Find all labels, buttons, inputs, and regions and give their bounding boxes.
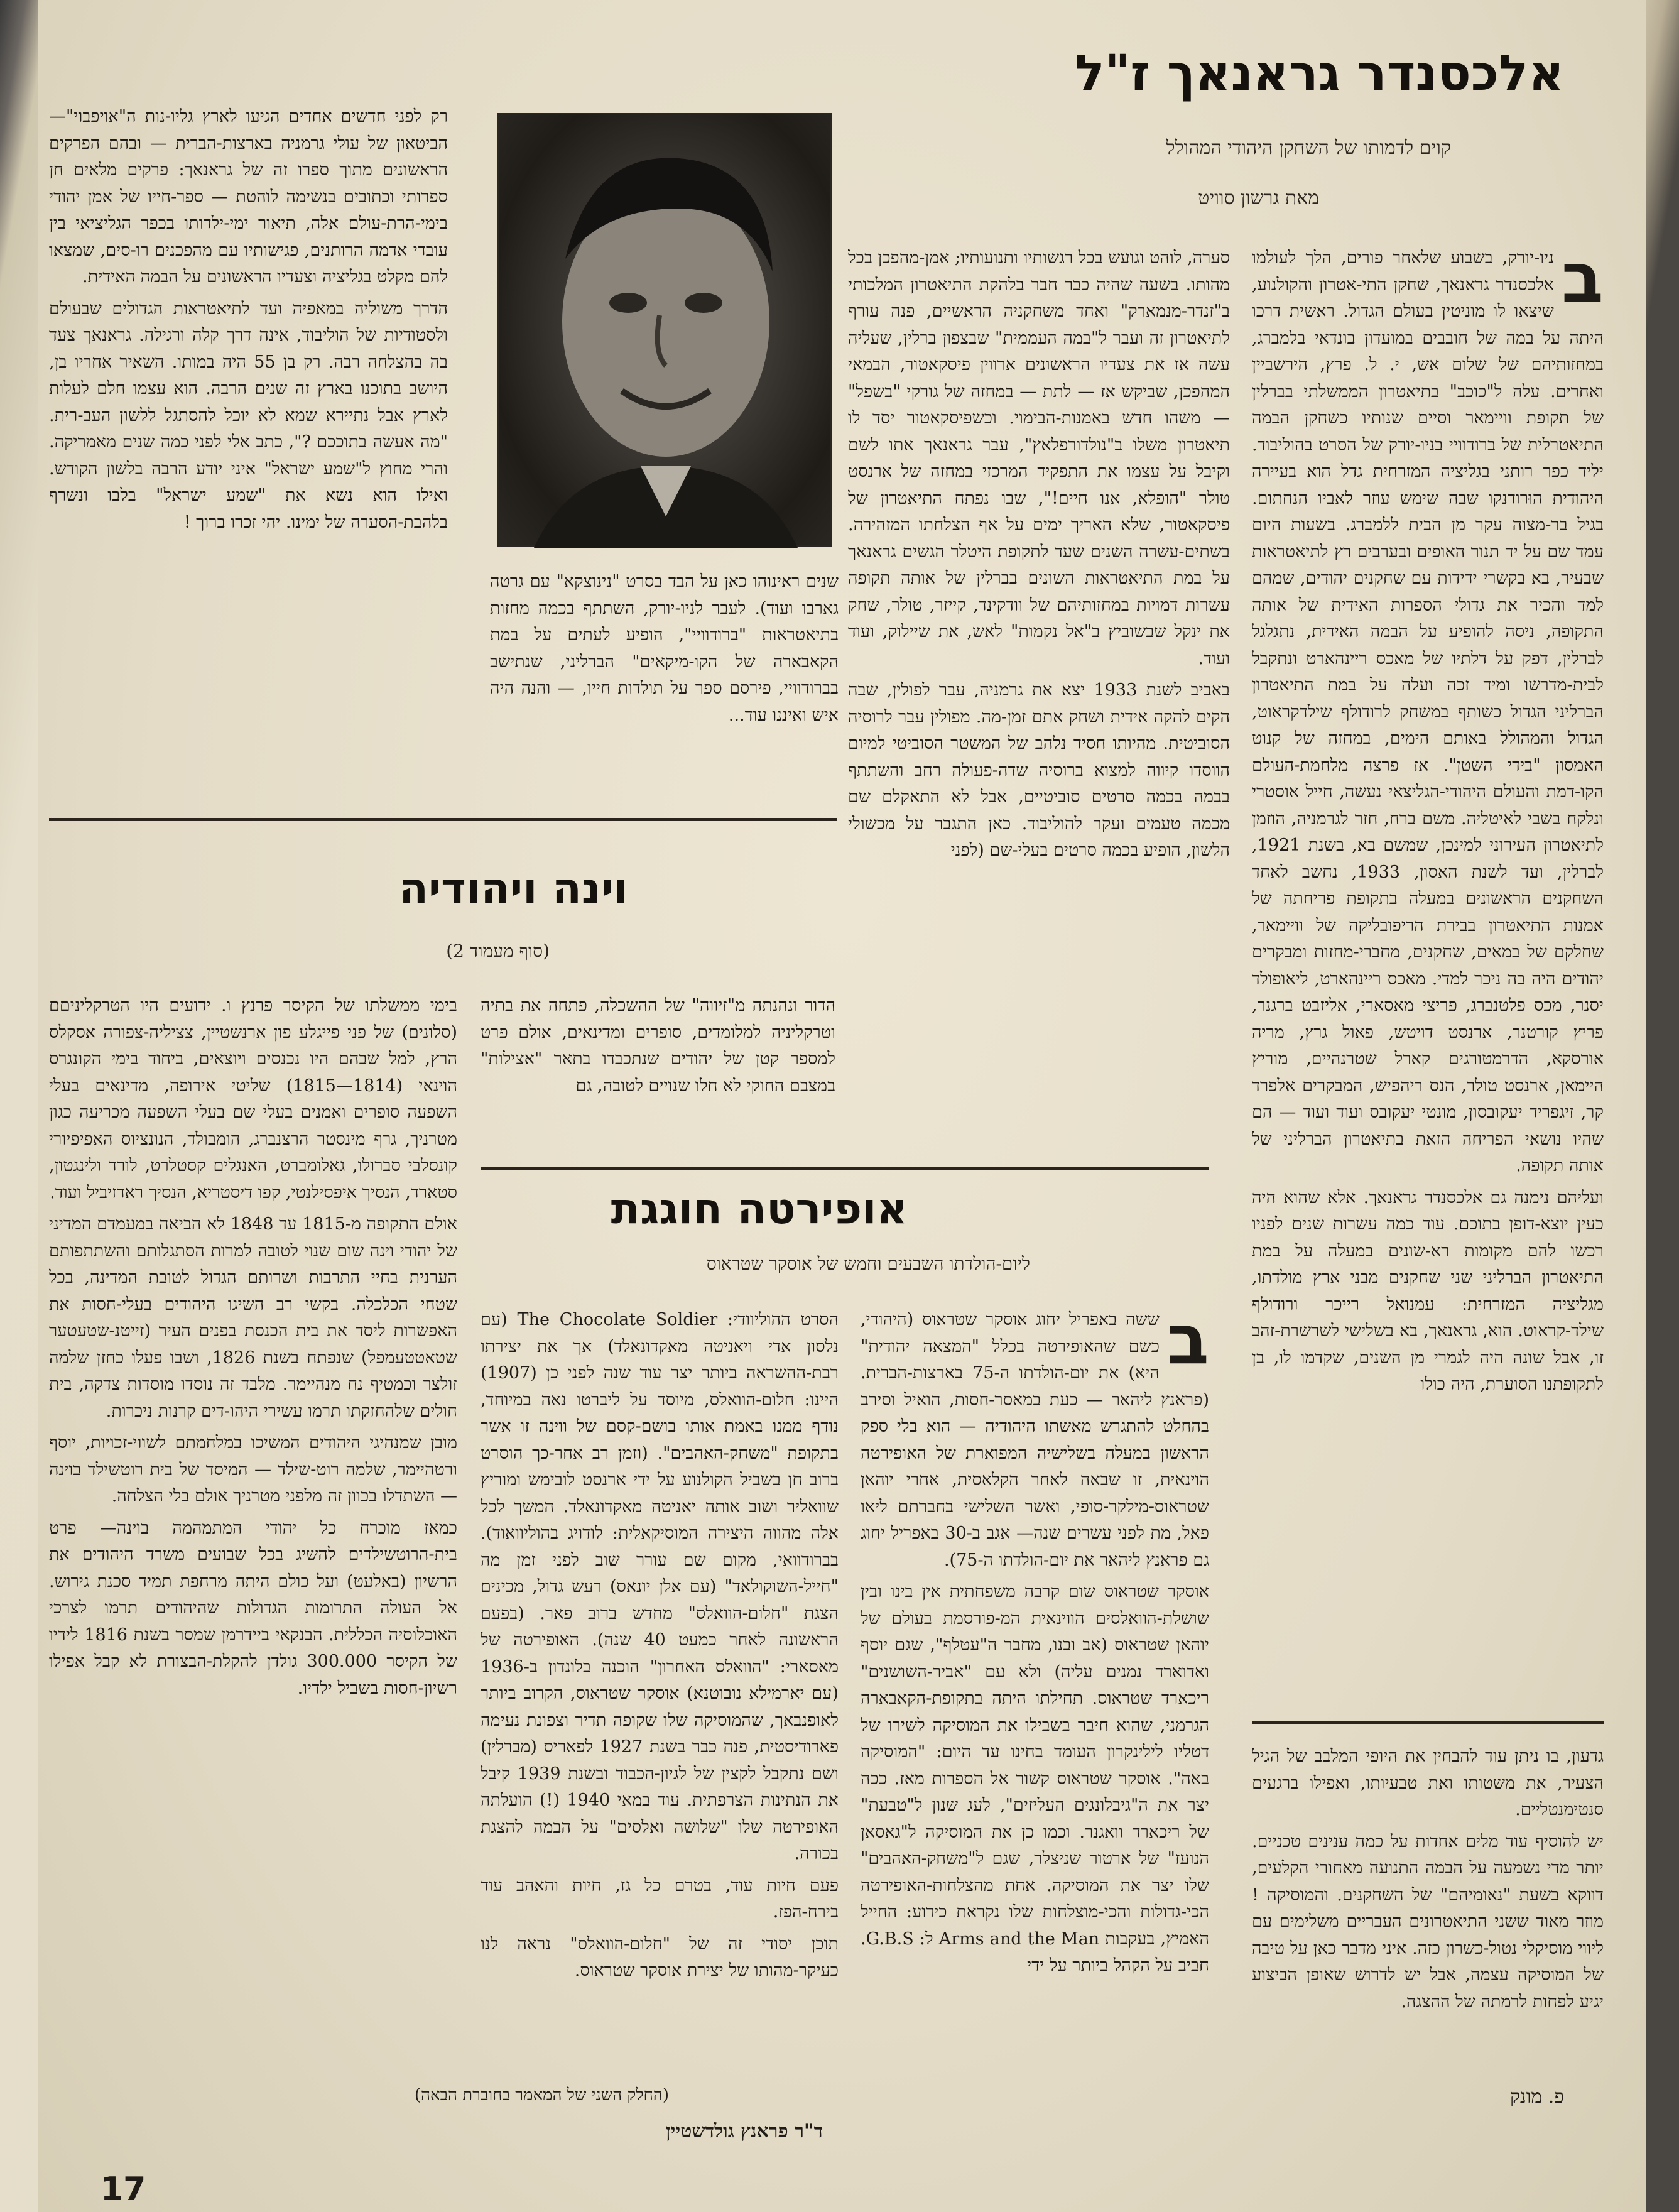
page-number: 17 — [101, 2171, 146, 2208]
photo-caption — [490, 569, 839, 782]
article3-paragraph: תוכן יסודי זה של "חלום-הוואלס" נראה לנו כעיקר-מהותו של יצירת אוסקר שטראוס. — [481, 1934, 839, 1980]
portrait-photo — [497, 113, 832, 547]
review-signature: פ. מונק — [1509, 2086, 1564, 2108]
article1-byline: מאת גרשון סוויט — [1198, 187, 1319, 209]
section-divider — [1252, 1721, 1604, 1724]
article1-paragraph: ניו-יורק, בשבוע שלאחר פורים, הלך לעולמו אלכסנדר גראנאך, שחקן התי-אטרון והקולנוע, שיצאו לו מוניטין בעולם הגדול. ראשית דרכו היתה על במה של חובבים במועדון בונדאי בלמברג, במחזותיהם של שלום אש, י. ל. פרץ, הירשביין ואחרים. עלה ל"כוכב" בתיאטרון הממשלתי בברלין של תקופת וויימאר וסיים שנותיו כשחקן הבמה התיאטרלית של ברודוויי בניו-יורק של הסרט בהוליבוד. יליד כפר רותני בגליציה המזרחית גדל הוא בעיירה היהודית הוּרודנקו שבה שימש עוזר לאביו הנחתום. בגיל בר-מצוה עקר מן הבית ללמברג. בשעות היום עמד שם על יד תנור האופים ובערבים רץ לתיאטראות שבעיר, בא בקשרי ידידות עם שחקנים יהודים, שמהם למד והכיר את גדולי הספרות האידית של אותה התקופה, ניסה להופיע על הבמה האידית, נתגלגל לברלין, דפק על דלתיו של מאכס ריינהארט ונתקבל לבית-מדרשו ומיד זכה ועלה על במת התיאטרון הברליני הגדול כשותף במשחק לרודולף שילדקראוט, הגדול והמהולל באותם הימים, במחזה של קנוט האמסון "בידי השטן". אז פרצה מלחמת-העולם הקו-דמת והעולם היהודי-הגליצאי נעשה, חייל אוסטרי ונלקח בשבי לאיטליה. משם ברח, חזר לגרמניה, הוזמן לתיאטרון העירוני למינכן, שמשם בא, בשנת 1921, לברלין, ועד לשנת האסון, 1933, נחשב לאחד השחקנים הראשונים במעלה בתקופת פריחתה של אמנות התיאטרון בבירת הריפובליקה של וויימאר, שחלקם של במאים, שחקנים, מחברי-מחזות ומבקרים יהודים היה בה ניכר למדי. מאכס ריינהארט, ליאופולד יסנר, מכס פלטנברג, פריצי מאסארי, אליזבט ברגנר, פריץ קורטנר, ארנסט דויטש, פאול גרץ, מריה אורסקא, הדרמטורגים קארל שטרנהיים, מוריץ היימאן, ארנסט טולר, הנס ריהפיש, המבקרים אלפרד קר, זיגפריד יעקובסון, מונטי יעקובס ועוד ועוד — הם שהיו נושאי הפריחה הזאת בתיאטרון הברליני של אותה תקופה. — [1252, 248, 1604, 1175]
review-paragraph: גדעון, בו ניתן עוד להבחין את היופי המלבב של הגיל הצעיר, את משטותו ואת טבעיותו, ואפילו ברגעים סנטימנטליים. — [1252, 1746, 1604, 1819]
article1-column-2 — [848, 245, 1230, 1256]
article3-signature: ד"ר פראנץ גולדשטיין — [665, 2120, 823, 2142]
photo-caption-text: שנים ראינוהו כאן על הבד בסרט "נינוצקא" עם גרטה גארבו ועוד). לעבר לניו-יורק, השתתף בכמה מחזות בתיאטראות "ברודוויי", הופיע לעתים על במת הקאבארה של הקו-מיקאים" הברליני, שנתישב בברודוויי, פירסם ספר על תולדות חייו, — והנה היה איש ואיננו עוד... — [490, 572, 839, 725]
article3-paragraph: הסרט ההוליוודי: The Chocolate Soldier (עם נלסון אדי ויאניטה מאקדונאלד) אך את יצירתו רבת-ההשראה ביותר יצר עוד שנה לפני כן (1907) היינו: חלום-הוואלס, מיוסד על ליברטו נאה במיוחד, נודף ממנו באמת אותו בושם-קסם של ווינה זו אשר בתקופת "משחק-האהבים". (וזמן רב אחר-כך הוסרט ברוב חן בשביל הקולנוע על ידי ארנסט לובימש ומוריץ שוואליר ושוב אותה יאניטה מאקדונאלד. המשך לכל אלה מהווה היצירה המוסיקאלית: לודויג בהוליוואוד). בברודוואי, מקום שם עורר שוב לפני זמן מה "חייל-השוקולאד" (עם אלן יונאס) רעש גדול, מכינים הצגת "חלום-הוואלס" מחדש ברוב פאר. (בפעם הראשונה לאחר כמעט 40 שנה). האופירטה של מאסארי: "הוואלס האחרון" הוכנה בלונדון ב-1936 (עם יארמילא נובוטנא) אוסקר שטראוס, הקרוב ביותר לאופנבאך, שהמוסיקה שלו שקופה תדיר וצפונת נעימה פארודיסטית, פנה כבר בשנת 1927 לפאריס (מברלין) ושם נתקבל לקצין של לגיון-הכבוד ובשנת 1939 קיבל את הנתינות הצרפתית. עוד במאי 1940 (!) הועלתה האופירטה שלו "שלושה ואלסים" על הבמה להצגת בכורה. — [481, 1310, 839, 1863]
article2-paragraph: אולם התקופה מ-1815 עד 1848 לא הביאה במעמדם המדיני של יהודי וינה שום שנוי לטובה למרות הסתגלותם והשתתפותם הערנית בחיי התרבות ושרותם הגדול לטובת המדינה, בכל שטחי הכלכלה. בקשי רב השיגו היהודים בעלי-חסות את האפשרות ליסד את בית הכנסת בפנים העיר (זייטנ-שטעטער שטאטטעמפל) שנפתח בשנת 1826, ושבו פעלו כחזן שלמה זולצר וכמטיף נח מנהיימר. מלבד זה נוסדו מוסדות צדקה, בית חולים שלהחזקתו תרמו עשירי היהו-דים קרנות ניכרות. — [49, 1214, 457, 1421]
article2-column-top — [481, 993, 835, 1175]
article1-paragraph: רק לפני חדשים אחדים הגיעו לארץ גליו-נות ה"אויפבוי"—הביטאון של עולי גרמניה בארצות-הברית — ובהם הפרקים הראשונים מתוך ספרו זה של גראנאך: פרקים מלאים חן ספרותי וכתובים בנשימה לוהטת — ספר-חייו של אמן יהודי בימי-הרת-עולם אלה, תיאור ימי-ילדותו בכפר הגליציאי בין עובדי אדמה הרותנים, פגישותיו עם מהפכנים רו-סים, שמצאו להם מקלט בגליציה וצעדיו הראשונים על הבמה האידית. — [49, 107, 448, 286]
magazine-page — [38, 0, 1646, 2212]
drop-cap: ב — [1166, 1307, 1209, 1380]
article1-column-3 — [49, 104, 448, 795]
review-column — [1252, 1743, 1604, 2083]
article3-paragraph: ששה באפריל יחוג אוסקר שטראוס (היהודי, כשם שהאופירטה בכלל "המצאה יהודית" היא) את יום-הולדתו ה-75 בארצות-הברית. (פראנץ ליהאר — כעת במאסר-חסות, הואיל וסירב בהחלט להתגרש מאשתו היהודיה — הוא בלי ספק הראשון במעלה בשלישיה המפוארת של האופירטה הוינאית, זו שבאה לאחר הקלאסית, אחרי יוהאן שטראוס-מילקר-סופי, ואשר השלישי בחברתם ליאו פאל, מת לפני עשרים שנה— אגב ב-30 באפריל יחוג גם פראנץ ליהאר את יום-הולדתו ה-75). — [861, 1310, 1209, 1570]
article1-paragraph: הדרך משוליה במאפיה ועד לתיאטראות הגדולים שבעולם ולסטודיות של הוליבוד, אינה דרך קלה ורגילה. גראנאך צעד בה בהצלחה רבה. רק בן 55 היה במותו. השאיר אחריו בן, היושב בתוכנו בארץ זה שנים הרבה. הוא עצמו חלם לעלות לארץ אבל נתיירא שמא לא יוכל להסתגל ללשון העב-רית. "מה אעשה בתוככם ?", כתב אלי לפני כמה שנים מאמריקה. והרי מחוץ ל"שמע ישראל" איני יודע הרבה בלשון הקודש. ואילו הוא נשא את "שמע ישראל" בלבו ונשרף בלהבת-הסערה של ימינו. יהי זכרו ברוך ! — [49, 298, 448, 532]
article2-paragraph: כמאז מוכרח כל יהודי המתמהמה בוינה— פרט בית-הרוטשילדים להשיג בכל שבועים משרד היהודים את הרשיון (באלעט) ועל כולם היתה מרחפת תמיד סכנת גירוש. אל העולה התרומות הגדולות שהיהודים תרמו לצרכי האוכלוסיה הכללית. הבנקאי ביידרמן שמסר בשנת 1816 לידיו של הקיסר 300.000 גולדן להקלת-הבצורת לא קבל אפילו רשיון-חסות בשביל ילדיו. — [49, 1518, 457, 1698]
article3-title: אופירטה חוגגת — [611, 1184, 908, 1234]
article2-paragraph: מובן שמנהיגי היהודים המשיכו במלחמתם לשווי-זכויות, יוסף ורטהיימר, שלמה רוט-שילד — המיסד של בית רוטשילד בוינה — השתדלו בכוון זה מלפני מטרניך אולם בלי הצלחה. — [49, 1433, 457, 1506]
section-divider — [49, 818, 837, 821]
article1-paragraph: באביב לשנת 1933 יצא את גרמניה, עבר לפולין, שבה הקים להקה אידית ושחק אתם זמן-מה. מפולין עבר לרוסיה הסוביטית. מהיותו חסיד נלהב של המשטר הסוביטי למיום הווסדו קיווה למצוא ברוסיה שדה-פעולה רחב והשתתף בבמה בכמה סרטים סוביטיים, אבל לא התאקלם שם מכמה טעמים ועקר להוליבוד. כאן התגבר על מכשולי הלשון, הופיע בכמה סרטים בעלי-שם (לפני — [848, 680, 1230, 860]
article3-column-2 — [481, 1307, 839, 2111]
article1-paragraph: סערה, לוהט וגועש בכל רגשותיו ותנועותיו; אמן-מהפכן בכל מהותו. בשעה שהיה כבר חבר בלהקת התיאטרון המלכותי ב"זנדר-מנמארק" ואחד משחקניה הראשיים, פנה עורף לתיאטרון זה ועבר ל"במה העממית" שבצפון ברלין, שעליה עשה אז את צעדיו הראשונים ארווין פיסקאטור, הבמאי המהפכן, שביקש אז — לתת — במחזה של גורקי "בשפל" — משהו חדש באמנות-הבימוי. וכשפיסקאטור יסד לו תיאטרון משלו ב"נולדורפלאץ", עבר גראנאך אתו לשם וקיבל על עצמו את התפקיד המרכזי במחזה של ארנסט טולר "הופלא, אנו חיים!", שבו נפתח התיאטרון של פיסקאטור, שלא האריך ימים על אף הצלחתו המזהירה. בשתים-עשרה השנים שעד לתקופת היטלר הגשים גראנאך על במת התיאטראות השונים בברלין של אותה תקופה עשרות דמויות במחזותיהם של וודקינד, קייזר, טולר, שחק את ינקל שבשוביץ ב"אל נקמות" לאש, את שיילוק, ועוד ועוד. — [848, 248, 1230, 668]
article3-paragraph: אוסקר שטראוס שום קרבה משפחתית אין בינו ובין שושלת-הוואלסים הווינאית המ-פורסמת בעולם של יוהאן שטראוס (אב ובנו, מחבר ה"עטלף", שגם יוסף ואדוארד נמנים עליה) ולא עם "אביר-השושנים" ריכארד שטראוס. תחילתו היתה בתקופת-הקאבארה הגרמני, שהוא חיבר בשבילו את המוסיקה לשירו של דטליו לילינקרון העומד בחינו עד היום: "המוסיקה באה". אוסקר שטראוס קשור אל הספרות מאז. ככה יצר את ה"גיבלונגים העליזים", לעג שנון ל"טבעת" של ריכארד וואגנר. וכמו כן את המוסיקה ל"גאסאן הנועז" של ארטור שניצלר, שגם ל"משחק-האהבים" שלו יצר את המוסיקה. אחת מהצלחות-האופירטה הכי-גדולות והכי-מוצלחות שלו נקראת כידוע: החייל האמיץ, בעקבות Arms and the Man ל: G.B.S. חביב על הקהל ביותר על ידי — [861, 1582, 1209, 1975]
article2-title: וינה ויהודיה — [399, 864, 628, 913]
article1-paragraph: ועליהם נימנה גם אלכסנדר גראנאך. אלא שהוא היה כעין יוצא-דופן בתוכם. עוד כמה עשרות שנים לפניו רכשו להם מקומות רא-שונים במעלה על במת התיאטרון הברליני שני שחקנים מבני ארץ מולדתו, מגליציה המזרחית: עמנואל רייכר ורודולף שילד-קראוט. הוא, גראנאך, בא בשלישי לשרשרת-זהב זו, אבל שונה היה לגמרי מן השנים, שקדמו לו, בן לתקופתנו הסוערת, היה כולו — [1252, 1187, 1604, 1394]
section-divider — [481, 1167, 1209, 1170]
portrait-figure — [496, 114, 830, 548]
article2-paragraph: הדור ונהנתה מ"זיווה" של ההשכלה, פתחה את בתיה וטרקליניה למלומדים, סופרים ומדינאים, אולם פרט למספר קטן של יהודים שנתכבדו בתאר "אצילות" במצבם החוקי לא חלו שנויים לטובה, גם — [481, 996, 835, 1096]
article1-subtitle: קוים לדמותו של השחקן היהודי המהולל — [1166, 137, 1451, 159]
article1-column-1 — [1252, 245, 1604, 1671]
article3-paragraph: פעם חיות עוד, בטרם כל גז, חיות והאהב עוד בירח-הפז. — [481, 1875, 839, 1922]
article3-column-1 — [861, 1307, 1209, 2180]
article2-column-main — [49, 993, 457, 2061]
continued-note: (החלק השני של המאמר בחוברת הבאה) — [414, 2086, 669, 2105]
article1-title: אלכסנדר גראנאך ז"ל — [1075, 45, 1564, 102]
article2-paragraph: בימי ממשלתו של הקיסר פרנץ ו. ידועים היו הטרקליניםם (סלונים) של פני פייגלע פון ארנשטיין, צציליה-צפורה אסקלס הרץ, למל שבהם היו נכנסים ויוצאים, ביחוד בימי הקונגרס הוינאי (1814—1815) שליטי אירופה, מדינאים בעלי השפעה סופרים ואמנים בעלי שם בעלי השפעה מכריעה כגון מטרניך, גרף מינסטר הרצנברג, הומבולד, הנונציוס האפיפיורי קונסלבי סברולו, גאלומברט, האנגלים קסטלרט, לורד ולינגטון, סטארד, הנסיך איפסילנטי, קפו דיסטריא, הנסיך ראדזיביל ועוד. — [49, 996, 457, 1202]
article3-subtitle: ליום-הולדתו השבעים וחמש של אוסקר שטראוס — [706, 1253, 1030, 1274]
drop-cap: ב — [1561, 245, 1604, 318]
review-paragraph: יש להוסיף עוד מלים אחדות על כמה ענינים טכניים. יותר מדי נשמעה על הבמה התנועה מאחורי הקלעים, דווקא בשעת "נאומיהם" של השחקנים. והמוסיקה ! מוזר מאוד ששני התיאטרונים העבריים משלימים עם ליווי מוסיקלי נטול-כשרון כזה. איני מדבר כאן על טיבה של המוסיקה עצמה, אבל יש לדרוש שאופן הביצוע יגיע לפחות לרמתה של ההצגה. — [1252, 1831, 1604, 2012]
article2-subtitle: (סוף מעמוד 2) — [446, 940, 550, 961]
